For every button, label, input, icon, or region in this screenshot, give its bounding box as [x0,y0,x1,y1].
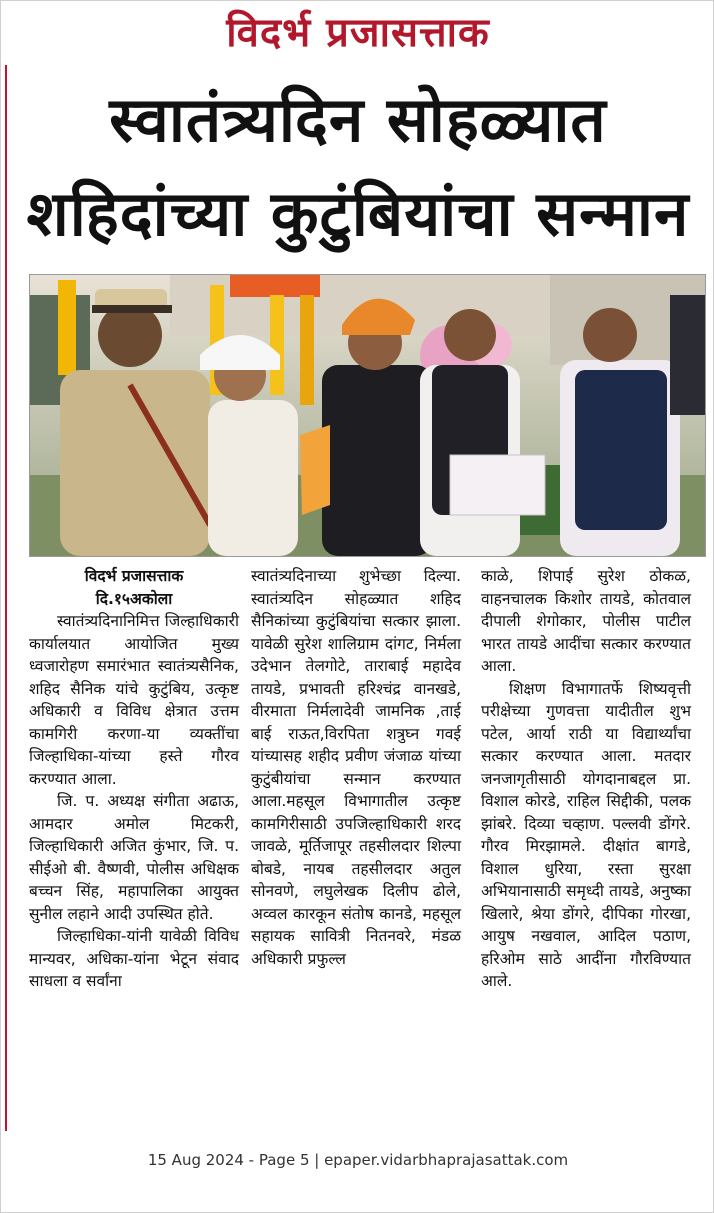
article-paragraph: काळे, शिपाई सुरेश ठोकळ, वाहनचालक किशोर तायडे, कोतवाल दीपाली शेगोकार, पोलीस पाटील भारत तायडे आदींचा सत्कार करण्यात आला. [481,567,691,675]
article-column-2 [251,565,461,970]
article-paragraph: जिल्हाधिका-यांनी यावेळी विविध मान्यवर, अधिका-यांना भेटून संवाद साधला व सर्वांना [29,927,239,990]
ceremony-photo [29,274,706,557]
red-margin-rule [5,65,7,1131]
masthead-title: विदर्भ प्रजासत्ताक [226,10,490,56]
dateline-place: दि.१५अकोला [95,589,173,608]
article-column-3 [481,565,691,993]
headline-line-1: स्वातंत्र्यदिन सोहळ्यात [109,83,607,156]
dateline-source: विदर्भ प्रजासत्ताक [84,567,184,585]
article-paragraph: शिक्षण विभागातर्फे शिष्यवृत्ती परीक्षेच्या गुणवत्ता यादीतील शुभ पटेल, आर्या राठी या विद्यार्थ्यांचा सत्कार करण्यात आला. मतदार जनजागृतीसाठी योगदानाबद्दल प्रा. विशाल कोरडे, राहिल सिद्दीकी, पलक झांबरे. दिव्या चव्हाण. पल्लवी डोंगरे. गौरव मिरझामले. दीक्षांत बागडे, विशाल धुरिया, रस्ता सुरक्षा अभियानासाठी समृध्दी तायडे, अनुष्का खिलारे, श्रेया डोंगरे, दीपिका गोरखा, आयुष नखवाल, आदिल पठाण, हरिओम साठे आदींना गौरविण्यात आले. [481,679,691,990]
article-paragraph: स्वातंत्र्यदिनाच्या शुभेच्छा दिल्या. स्वातंत्र्यदिन सोहळ्यात शहिद सैनिकांच्या कुटुंबियांचा सत्कार झाला. यावेळी सुरेश शालिग्राम दांगट, निर्मला उदेभान तेलगोटे, ताराबाई महादेव तायडे, प्रभावती हरिश्चंद्र वानखडे, वीरमाता निर्मलादेवी जामनिक ,ताई बाई राऊत,विरपिता शत्रुघ्न गवई यांच्यासह शहीद प्रवीण जंजाळ यांच्या कुटुंबीयांचा सन्मान करण्यात आला.महसूल विभागातील उत्कृष्ट कामगिरीसाठी उपजिल्हाधिकारी शरद जावळे, मूर्तिजापूर तहसीलदार शिल्पा बोबडे, नायब तहसीलदार अतुल सोनवणे, लघुलेखक दिलीप ढोले, अव्वल कारकून संतोष कानडे, महसूल सहायक सावित्री नितनवरे, मंडळ अधिकारी प्रफुल्ल [251,567,461,968]
ceremony-photo-illustration [30,275,705,556]
headline-line-2: शहिदांच्या कुटुंबियांचा सन्मान [26,177,690,250]
article-paragraph: स्वातंत्र्यदिनानिमित्त जिल्हाधिकारी कार्यालयात आयोजित मुख्य ध्वजारोहण समारंभात स्वातंत्र्यसैनिक, शहिद सैनिक यांचे कुटुंबिय, उत्कृष्ट अधिकारी व विविध क्षेत्रात उत्तम कामगिरी करणा-या व्यक्तींचा जिल्हाधिका-यांच्या हस्ते गौरव करण्यात आला. [29,612,239,788]
page-footer: 15 Aug 2024 - Page 5 | epaper.vidarbhaprajasattak.com [147,1151,569,1169]
article-paragraph: जि. प. अध्यक्ष संगीता अढाऊ, आमदार अमोल मिटकरी, जिल्हाधिकारी अजित कुंभार, जि. प. सीईओ बी. वैष्णवी, पोलीस अधिक्षक बच्चन सिंह, महापालिका आयुक्त सुनील लहाने आदी उपस्थित होते. [29,792,239,923]
article-column-1 [29,565,239,993]
